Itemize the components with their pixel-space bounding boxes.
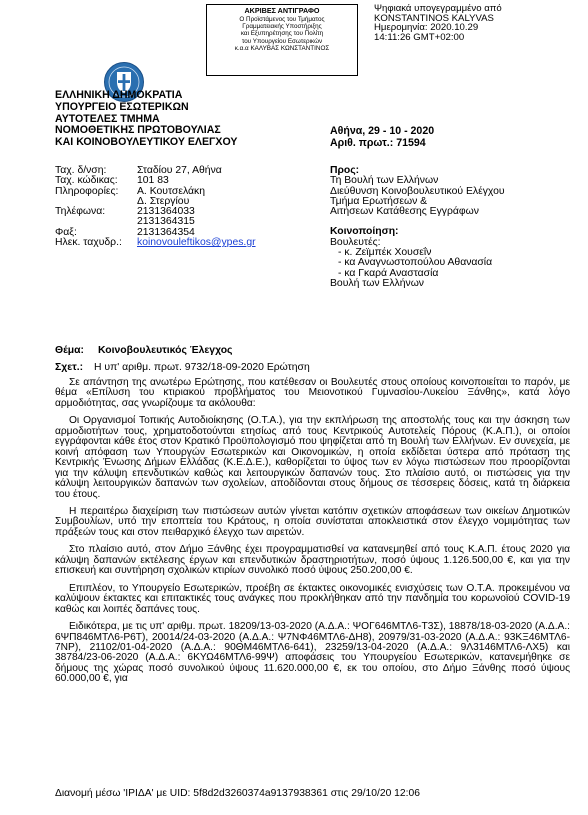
stamp-line: του Υπουργείου Εσωτερικών	[241, 37, 323, 45]
body-paragraph: Επιπλέον, το Υπουργείο Εσωτερικών, προέβη σε έκτακτες οικονομικές ενισχύσεις των Ο.Τ.Α. προκειμένου να καλύψουν έκτακτες και επιτακτικές τους ανάγκες που προκλήθηκαν από την πανδημία του κορωνοϊού COVID-19 καθώς και λοιπές δαπάνες τους.	[55, 582, 570, 615]
cc-member: - κ. Ζεϊμπέκ Χουσεΐν	[338, 247, 432, 259]
protocol-line: Αριθ. πρωτ.: 71594	[330, 136, 426, 149]
body-paragraph: Σε απάντηση της ανωτέρω Ερώτησης, που κατέθεσαν οι Βουλευτές στους οποίους κοινοποιείται το παρόν, με θέμα «Επίλυση του κτιριακού προβλήματος του Μειονοτικού Γυμνασίου-Λυκείου Ξάνθης», κατά λόγο αρμοδιότητας, σας γνωρίζουμε τα ακόλουθα:	[55, 377, 570, 409]
stamp-line: κ.α.α ΚΑΛΥΒΑΣ ΚΩΝΣΤΑΝΤΙΝΟΣ	[234, 45, 330, 53]
recipients	[330, 166, 580, 289]
body-paragraph: Οι Οργανισμοί Τοπικής Αυτοδιοίκησης (Ο.Τ.Α.), για την εκπλήρωση της αποστολής τους και την άσκηση των αρμοδιοτήτων τους, χρηματοδοτούνται ετησίως από τους Κεντρικούς Αυτοτελείς Πόρους (Κ.Α.Π.), οι οποίοι εγγράφονται κάθε έτος στον Κρατικό Προϋπολογισμό που ψηφίζεται από τη Βουλή των Ελλήνων. Εν συνεχεία, με κοινή απόφαση των Υπουργών Εσωτερικών και Οικονομικών, η οποία εκδίδεται ύστερα από πρόταση της Κεντρικής Ένωσης Δήμων Ελλάδας (Κ.Ε.Δ.Ε.), καθορίζεται το ύψος των εν λόγω πιστώσεων που προορίζονται για την κάλυψη επενδυτικών καθώς και λειτουργικών δαπανών τους. Στο πλαίσιο αυτό, οι πιστώσεις για την κάλυψη λειτουργικών δαπανών των σχολείων, αποδίδονται στους δήμους σε τέσσερεις δόσεις, κατά τη διάρκεια του έτους.	[55, 415, 570, 500]
ministry-line: ΝΟΜΟΘΕΤΙΚΗΣ ΠΡΩΤΟΒΟΥΛΙΑΣ	[55, 124, 221, 137]
certified-copy-stamp	[206, 4, 358, 76]
stamp-line: Ο Προϊστάμενος του Τμήματος	[239, 15, 325, 23]
stamp-title: ΑΚΡΙΒΕΣ ΑΝΤΙΓΡΑΦΟ	[244, 6, 320, 15]
phone-label: Τηλέφωνα:	[55, 206, 106, 218]
body-paragraph: Ειδικότερα, με τις υπ' αριθμ. πρωτ. 18209/13-03-2020 (Α.Δ.Α.: ΨΟΓ646ΜΤΛ6-Τ3Σ), 18878/18-03-2020 (Α.Δ.Α.: 6ΨΠ846ΜΤΛ6-Ρ6Τ), 20014/24-03-2020 (Α.Δ.Α.: Ψ7ΝΦ46ΜΤΛ6-ΔΗ8), 20979/31-03-2020 (Α.Δ.Α.: 93ΚΞ46ΜΤΛ6-7ΝΡ), 21102/01-04-2020 (Α.Δ.Α.: 90ΘΜ46ΜΤΛ6-641), 23259/13-04-2020 (Α.Δ.Α.: 9Λ3146ΜΤΛ6-ΛΧ5) και 38784/23-06-2020 (Α.Δ.Α.: 6ΚΥΩ46ΜΤΛ6-99Ψ) αποφάσεις του Υπουργείου Εσωτερικών, κατανεμήθηκε σε δήμους της χώρας ποσό συνολικού ύψους 11.620.000,00 €, εκ του οποίου, στο Δήμο Ξάνθης ποσό ύψους 60.000,00 €, για	[55, 621, 570, 685]
email-label: Ηλεκ. ταχυδρ.:	[55, 237, 122, 249]
info-person: Δ. Στεργίου	[137, 195, 190, 207]
info-label: Πληροφορίες:	[55, 185, 119, 197]
address-label: Ταχ. δ/νση:	[55, 165, 107, 176]
cc-member: - κα Γκαρά Αναστασία	[338, 267, 439, 279]
signature-line: Ημερομηνία: 2020.10.29	[374, 22, 479, 34]
ministry-header	[55, 90, 315, 149]
cc-outro: Βουλή των Ελλήνων	[330, 277, 425, 289]
signature-line: 14:11:26 GMT+02:00	[374, 31, 465, 43]
info-person: Α. Κουτσελάκη	[137, 185, 205, 197]
postcode-label: Ταχ. κώδικας:	[55, 175, 118, 187]
ministry-line: ΥΠΟΥΡΓΕΙΟ ΕΣΩΤΕΡΙΚΩΝ	[55, 100, 189, 113]
address-value: Σταδίου 27, Αθήνα	[137, 165, 222, 176]
stamp-line: Γραμματειακής Υποστήριξης	[242, 22, 322, 30]
to-line: Τη Βουλή των Ελλήνων	[330, 175, 439, 187]
fax-value: 2131364354	[137, 226, 195, 238]
signature-line: KONSTANTINOS KALYVAS	[374, 12, 494, 24]
fax-label: Φαξ:	[55, 226, 77, 238]
distribution-footer: Διανομή μέσω 'ΙΡΙΔΑ' με UID: 5f8d2d3260374a9137938361 στις 29/10/20 12:06	[55, 788, 420, 799]
to-label: Προς:	[330, 165, 360, 176]
reference-label: Σχετ.:	[55, 362, 84, 373]
to-line: Διεύθυνση Κοινοβουλευτικού Ελέγχου	[330, 185, 505, 197]
ministry-line: ΕΛΛΗΝΙΚΗ ΔΗΜΟΚΡΑΤΙΑ	[55, 89, 183, 101]
email-link[interactable]: koinovouleftikos@ypes.gr	[137, 237, 256, 249]
body-paragraph: Στο πλαίσιο αυτό, στον Δήμο Ξάνθης έχει προγραμματισθεί να κατανεμηθεί από τους Κ.Α.Π. έτους 2020 για κάλυψη δαπανών εκτέλεσης έργων και επενδυτικών δραστηριοτήτων, ποσό ύψους 1.126.500,00 €, και για την επισκευή και συντήρηση σχολικών κτιρίων συνολικό ποσό ύψους 250.200,00 €.	[55, 544, 570, 577]
postcode-value: 101 83	[137, 175, 169, 187]
subject-value: Κοινοβουλευτικός Έλεγχος	[98, 345, 233, 356]
subject-line	[55, 345, 233, 356]
cc-member: - κα Αναγνωστοπούλου Αθανασία	[338, 257, 493, 269]
ministry-line: ΚΑΙ ΚΟΙΝΟΒΟΥΛΕΥΤΙΚΟΥ ΕΛΕΓΧΟΥ	[55, 136, 238, 149]
date-protocol	[330, 126, 434, 150]
body-paragraph: Η περαιτέρω διαχείριση των πιστώσεων αυτών γίνεται κατόπιν σχετικών αποφάσεων των οικείων Δημοτικών Συμβουλίων, υπό την εποπτεία του Κράτους, η οποία συνίσταται αποκλειστικά στον έλεγχο νομιμότητας των πράξεών τους και στον πειθαρχικό έλεγχο των αιρετών.	[55, 505, 570, 538]
date-line: Αθήνα, 29 - 10 - 2020	[330, 125, 435, 137]
cc-intro: Βουλευτές:	[330, 236, 381, 248]
to-line: Αιτήσεων Κατάθεσης Εγγράφων	[330, 206, 479, 218]
to-line: Τμήμα Ερωτήσεων &	[330, 195, 428, 207]
phone-value: 2131364033	[137, 206, 195, 218]
reference-line	[55, 362, 310, 373]
signature-line: Ψηφιακά υπογεγραμμένο από	[374, 3, 502, 14]
phone-value: 2131364315	[137, 216, 195, 228]
letter-body	[55, 378, 570, 692]
ministry-line: ΑΥΤΟΤΕΛΕΣ ΤΜΗΜΑ	[55, 112, 160, 125]
subject-label: Θέμα:	[55, 345, 84, 356]
cc-label: Κοινοποίηση:	[330, 226, 399, 238]
stamp-line: και Εξυπηρέτησης του Πολίτη	[240, 30, 324, 38]
reference-value: Η υπ' αριθμ. πρωτ. 9732/18-09-2020 Ερώτηση	[94, 362, 310, 373]
digital-signature	[374, 4, 584, 42]
